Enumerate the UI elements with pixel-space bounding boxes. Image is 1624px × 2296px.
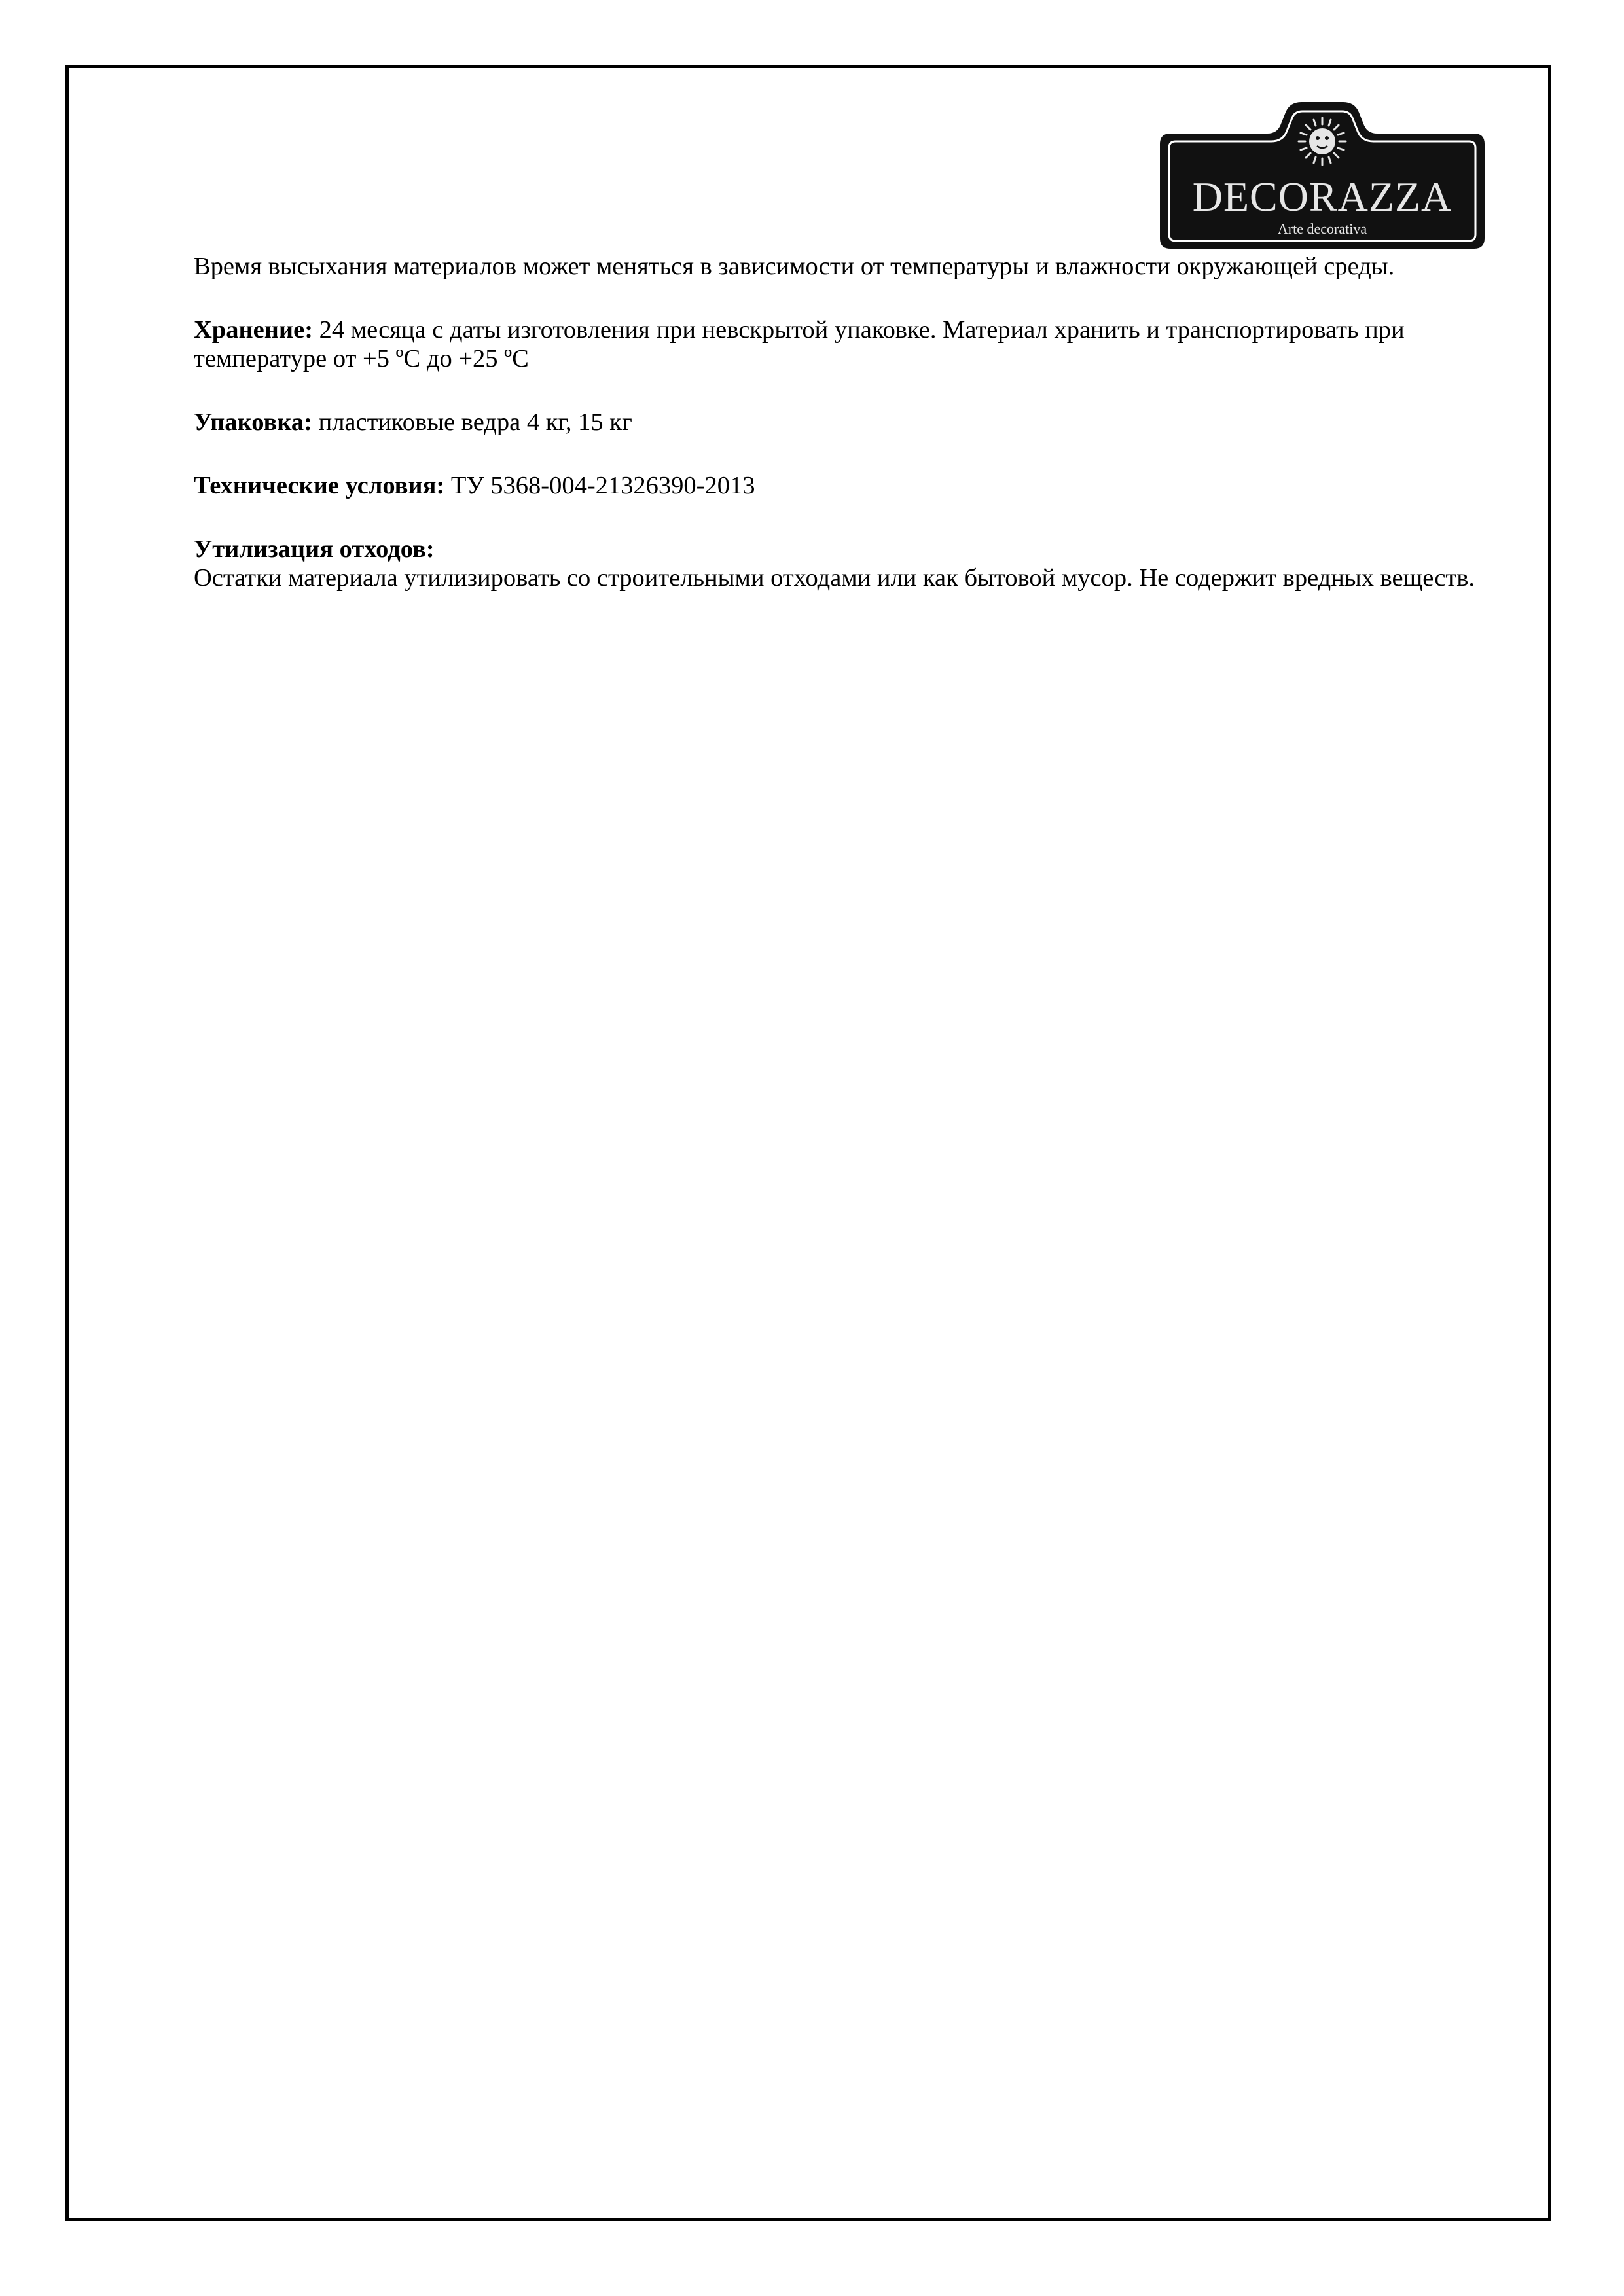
logo-tagline-text: Arte decorativa [1277, 221, 1367, 237]
decorazza-logo [1156, 98, 1489, 251]
logo-brand-text: DECORAZZA [1192, 173, 1453, 220]
packaging-text: пластиковые ведра 4 кг, 15 кг [312, 408, 632, 436]
document-body [194, 252, 1509, 627]
sun-face-icon [1299, 118, 1346, 165]
disposal-section [194, 535, 1509, 592]
packaging-label: Упаковка: [194, 408, 312, 436]
storage-label: Хранение: [194, 316, 314, 344]
packaging-paragraph [194, 408, 1509, 437]
drying-note: Время высыхания материалов может меняться в зависимости от температуры и влажности окружающей среды. [194, 253, 1395, 280]
specs-text: ТУ 5368-004-21326390-2013 [444, 472, 755, 499]
disposal-label: Утилизация отходов: [194, 535, 435, 563]
specs-label: Технические условия: [194, 472, 445, 499]
storage-paragraph [194, 315, 1509, 373]
disposal-text: Остатки материала утилизировать со строительными отходами или как бытовой мусор. Не содержит вредных веществ. [194, 564, 1475, 592]
storage-text: 24 месяца с даты изготовления при невскрытой упаковке. Материал хранить и транспортировать при температуре от +5 ºС до +25 ºС [194, 316, 1405, 372]
specs-paragraph [194, 471, 1509, 500]
